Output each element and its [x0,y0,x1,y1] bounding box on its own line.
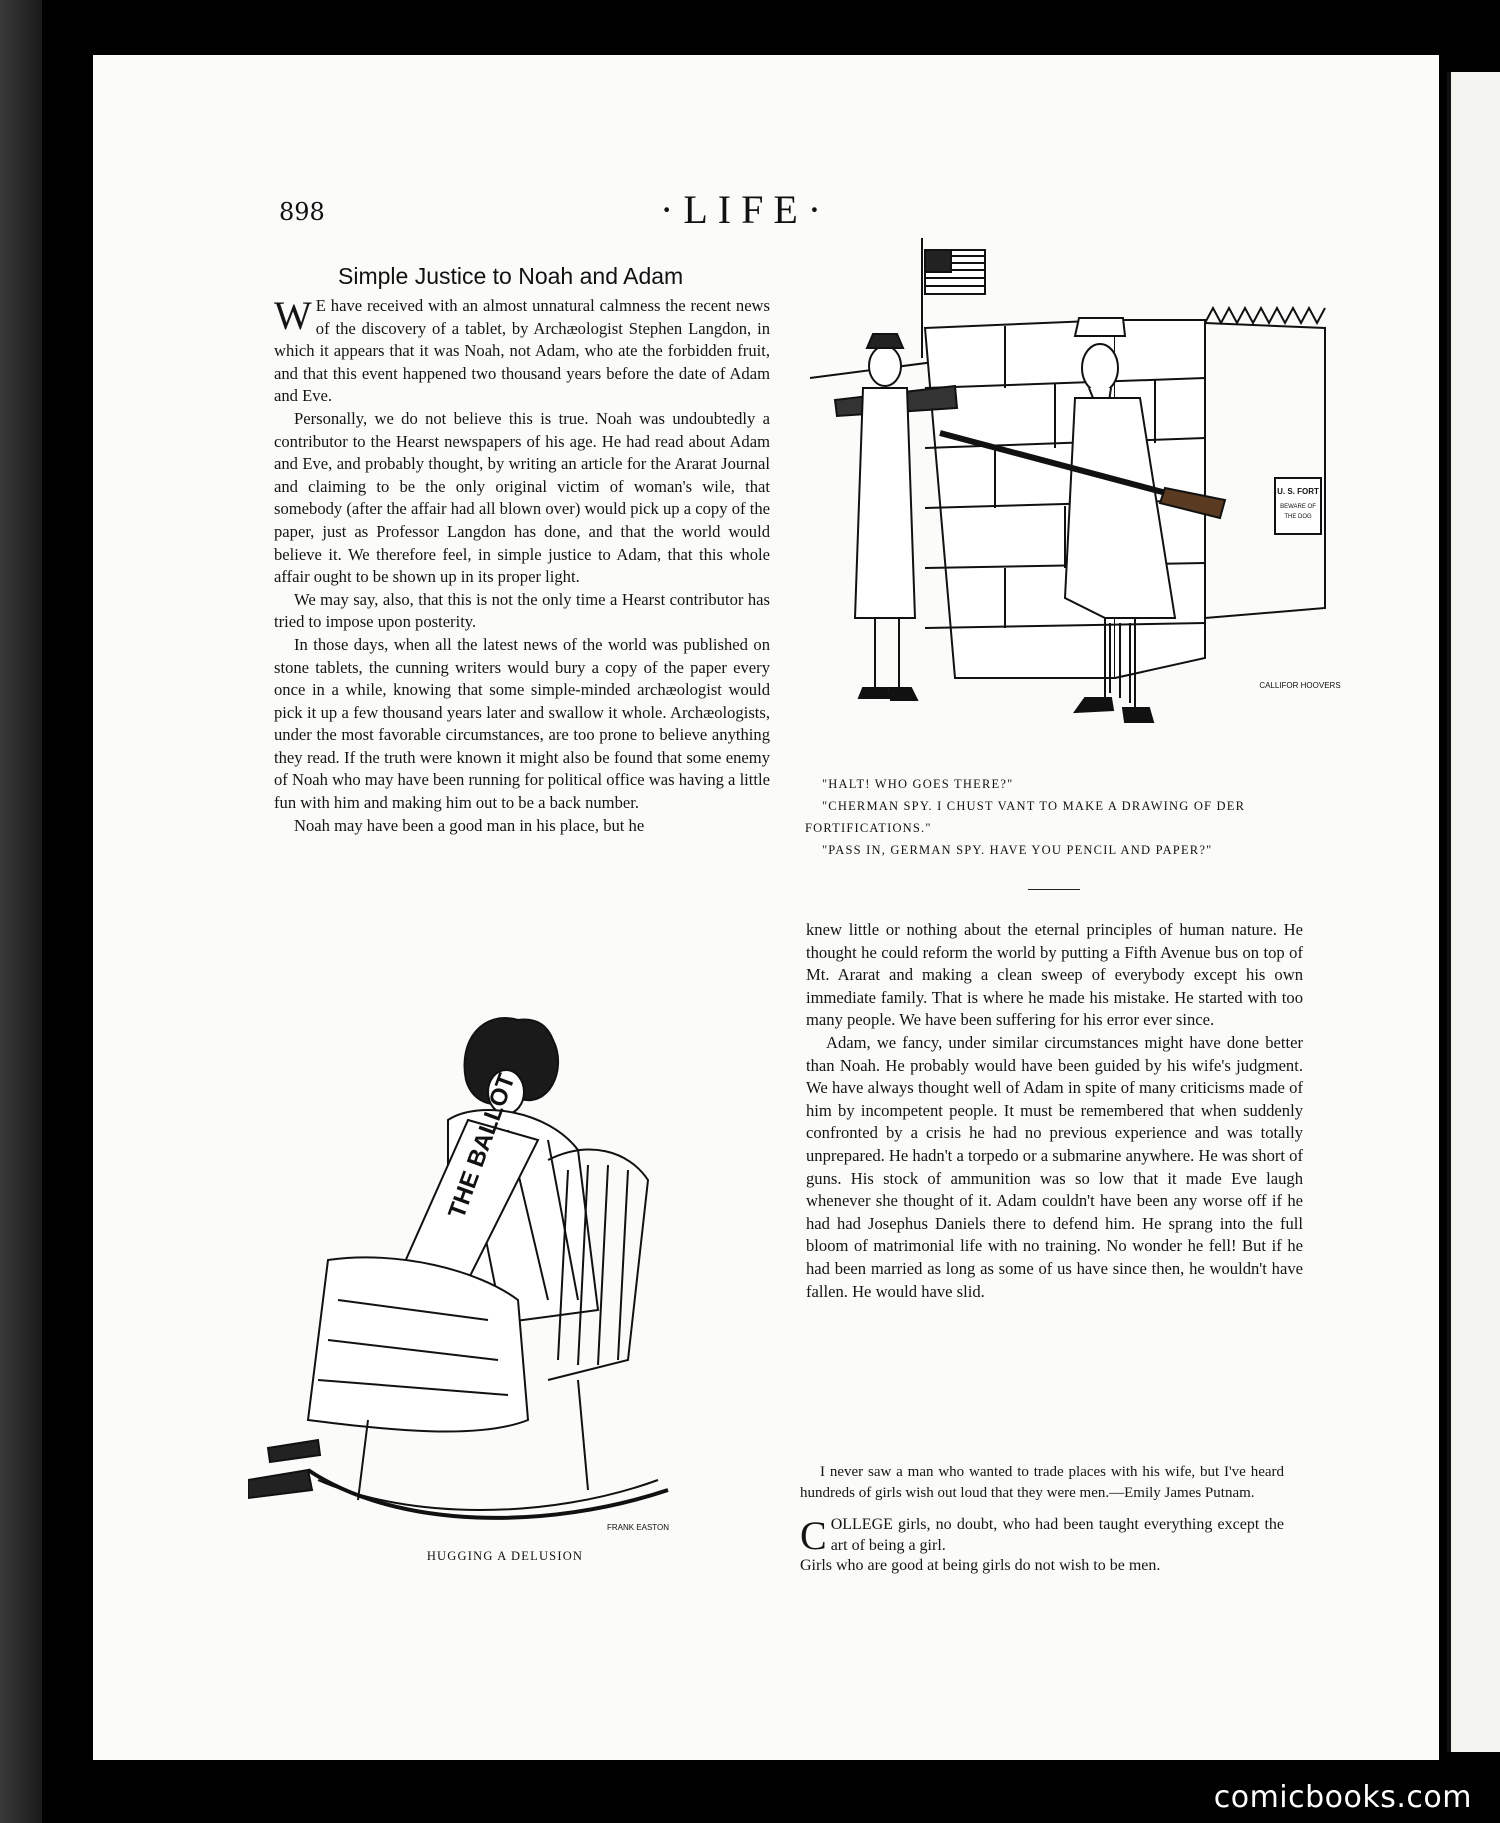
article-column-right [806,919,1303,1303]
article-title: Simple Justice to Noah and Adam [338,263,684,289]
quote-reply: Girls who are good at being girls do not wish to be men. [800,1557,1161,1574]
fort-sign-text: BEWARE OF [1280,504,1316,510]
article-column-left [274,295,770,837]
masthead: ·LIFE· [660,187,832,232]
article-paragraph: Personally, we do not believe this is true. Noah was undoubtedly a contributor to the Hearst newspapers of his age. He had read about Adam and Eve, and probably thought, by writing an article for the Ararat Journal and claiming to be the only original victim of woman's wile, that somebody (after the affair had all blown over) would pick up a copy of the paper, just as Professor Langdon has done, and that the world would believe it. We therefore feel, in simple justice to Adam, that this whole affair ought to be shown up in its proper light. [274,408,770,587]
caption-line: "CHERMAN SPY. I CHUST VANT TO MAKE A DRAWING OF DER FORTIFICATIONS." [805,799,1246,835]
fort-sign-text: THE DOG [1284,514,1312,520]
quote-reply: COLLEGE girls, no doubt, who had been taught everything except the art of being a girl. [800,1513,1284,1558]
cartoon-fort-illustration [805,238,1365,750]
article-paragraph: In those days, when all the latest news of the world was published on stone tablets, the cunning writers would bury a copy of the paper every once in a while, knowing that some simple-minded archæologist would pick it up a few thousand years later and swallow it whole. Archæologists, under the most favorable circumstances, are too prone to believe anything they read. If the truth were known it might also be found that some enemy of Noah who may have been running for political office was having a little fun with him and making him out to be a back number. [274,634,770,813]
quote-section [800,1462,1284,1577]
watermark: comicbooks.com [1213,1780,1472,1815]
cartoon-signature: FRANK EASTON [606,1523,670,1532]
ballot-scroll-text: THE BALLOT [443,1069,521,1223]
article-paragraph: knew little or nothing about the eternal principles of human nature. He thought he could reform the world by putting a Fifth Avenue bus on top of Mt. Ararat and making a clean sweep of everybody except his own immediate family. That is where he made his mistake. He started with too many people. We have been suffering for his error ever since. [806,920,1303,1030]
cartoon-ballot-caption: HUGGING A DELUSION [426,1549,584,1563]
article-paragraph: W E have received with an almost unnatural calmness the recent news of the discovery of a tablet, by Archæologist Stephen Langdon, in which it appears that it was Noah, not Adam, who ate the forbidden fruit, and that this event happened two thousand years before the date of Adam and Eve. [274,293,770,406]
caption-line: "HALT! WHO GOES THERE?" [822,777,1014,791]
adjacent-page-edge [1447,72,1500,1752]
cartoon-signature: CALLIFOR HOOVERS [1259,681,1341,690]
fort-sign-text: U. S. FORT [1277,487,1319,496]
drop-cap: C [800,1513,827,1558]
us-flag-icon [925,250,985,294]
article-paragraph: Adam, we fancy, under similar circumstances might have done better than Noah. He probably would have been guided by his wife's judgment. We have always thought well of Adam in spite of many criticisms made of him by incompetent people. It must be remembered that when suddenly confronted by a crisis he had no previous experience and was totally unprepared. He hadn't a torpedo or a submarine anywhere. He was short of guns. His stock of ammunition was so low that it made Eve laugh whenever she thought of it. Adam couldn't have been any worse off if he had had Josephus Daniels there to defend him. He sprang into the full bloom of matrimonial life with no training. No wonder he fell! But if he had been married as long as some of us have since then, he wouldn't have fallen. He would have slid. [806,1032,1303,1301]
scan-edge [0,0,42,1823]
article-paragraph: We may say, also, that this is not the only time a Hearst contributor has tried to impose upon posterity. [274,589,770,632]
cartoon-fort-caption [805,773,1305,861]
drop-cap: W [274,293,312,338]
page-number: 898 [279,198,325,226]
cartoon-woman-ballot-illustration [248,1000,698,1545]
quote-epigraph: I never saw a man who wanted to trade places with his wife, but I've heard hundreds of girls wish out loud that they were men.—Emily James Putnam. [800,1464,1284,1501]
section-divider [1028,889,1080,890]
article-paragraph: Noah may have been a good man in his place, but he [294,815,645,835]
caption-line: "PASS IN, GERMAN SPY. HAVE YOU PENCIL AND PAPER?" [822,843,1213,857]
